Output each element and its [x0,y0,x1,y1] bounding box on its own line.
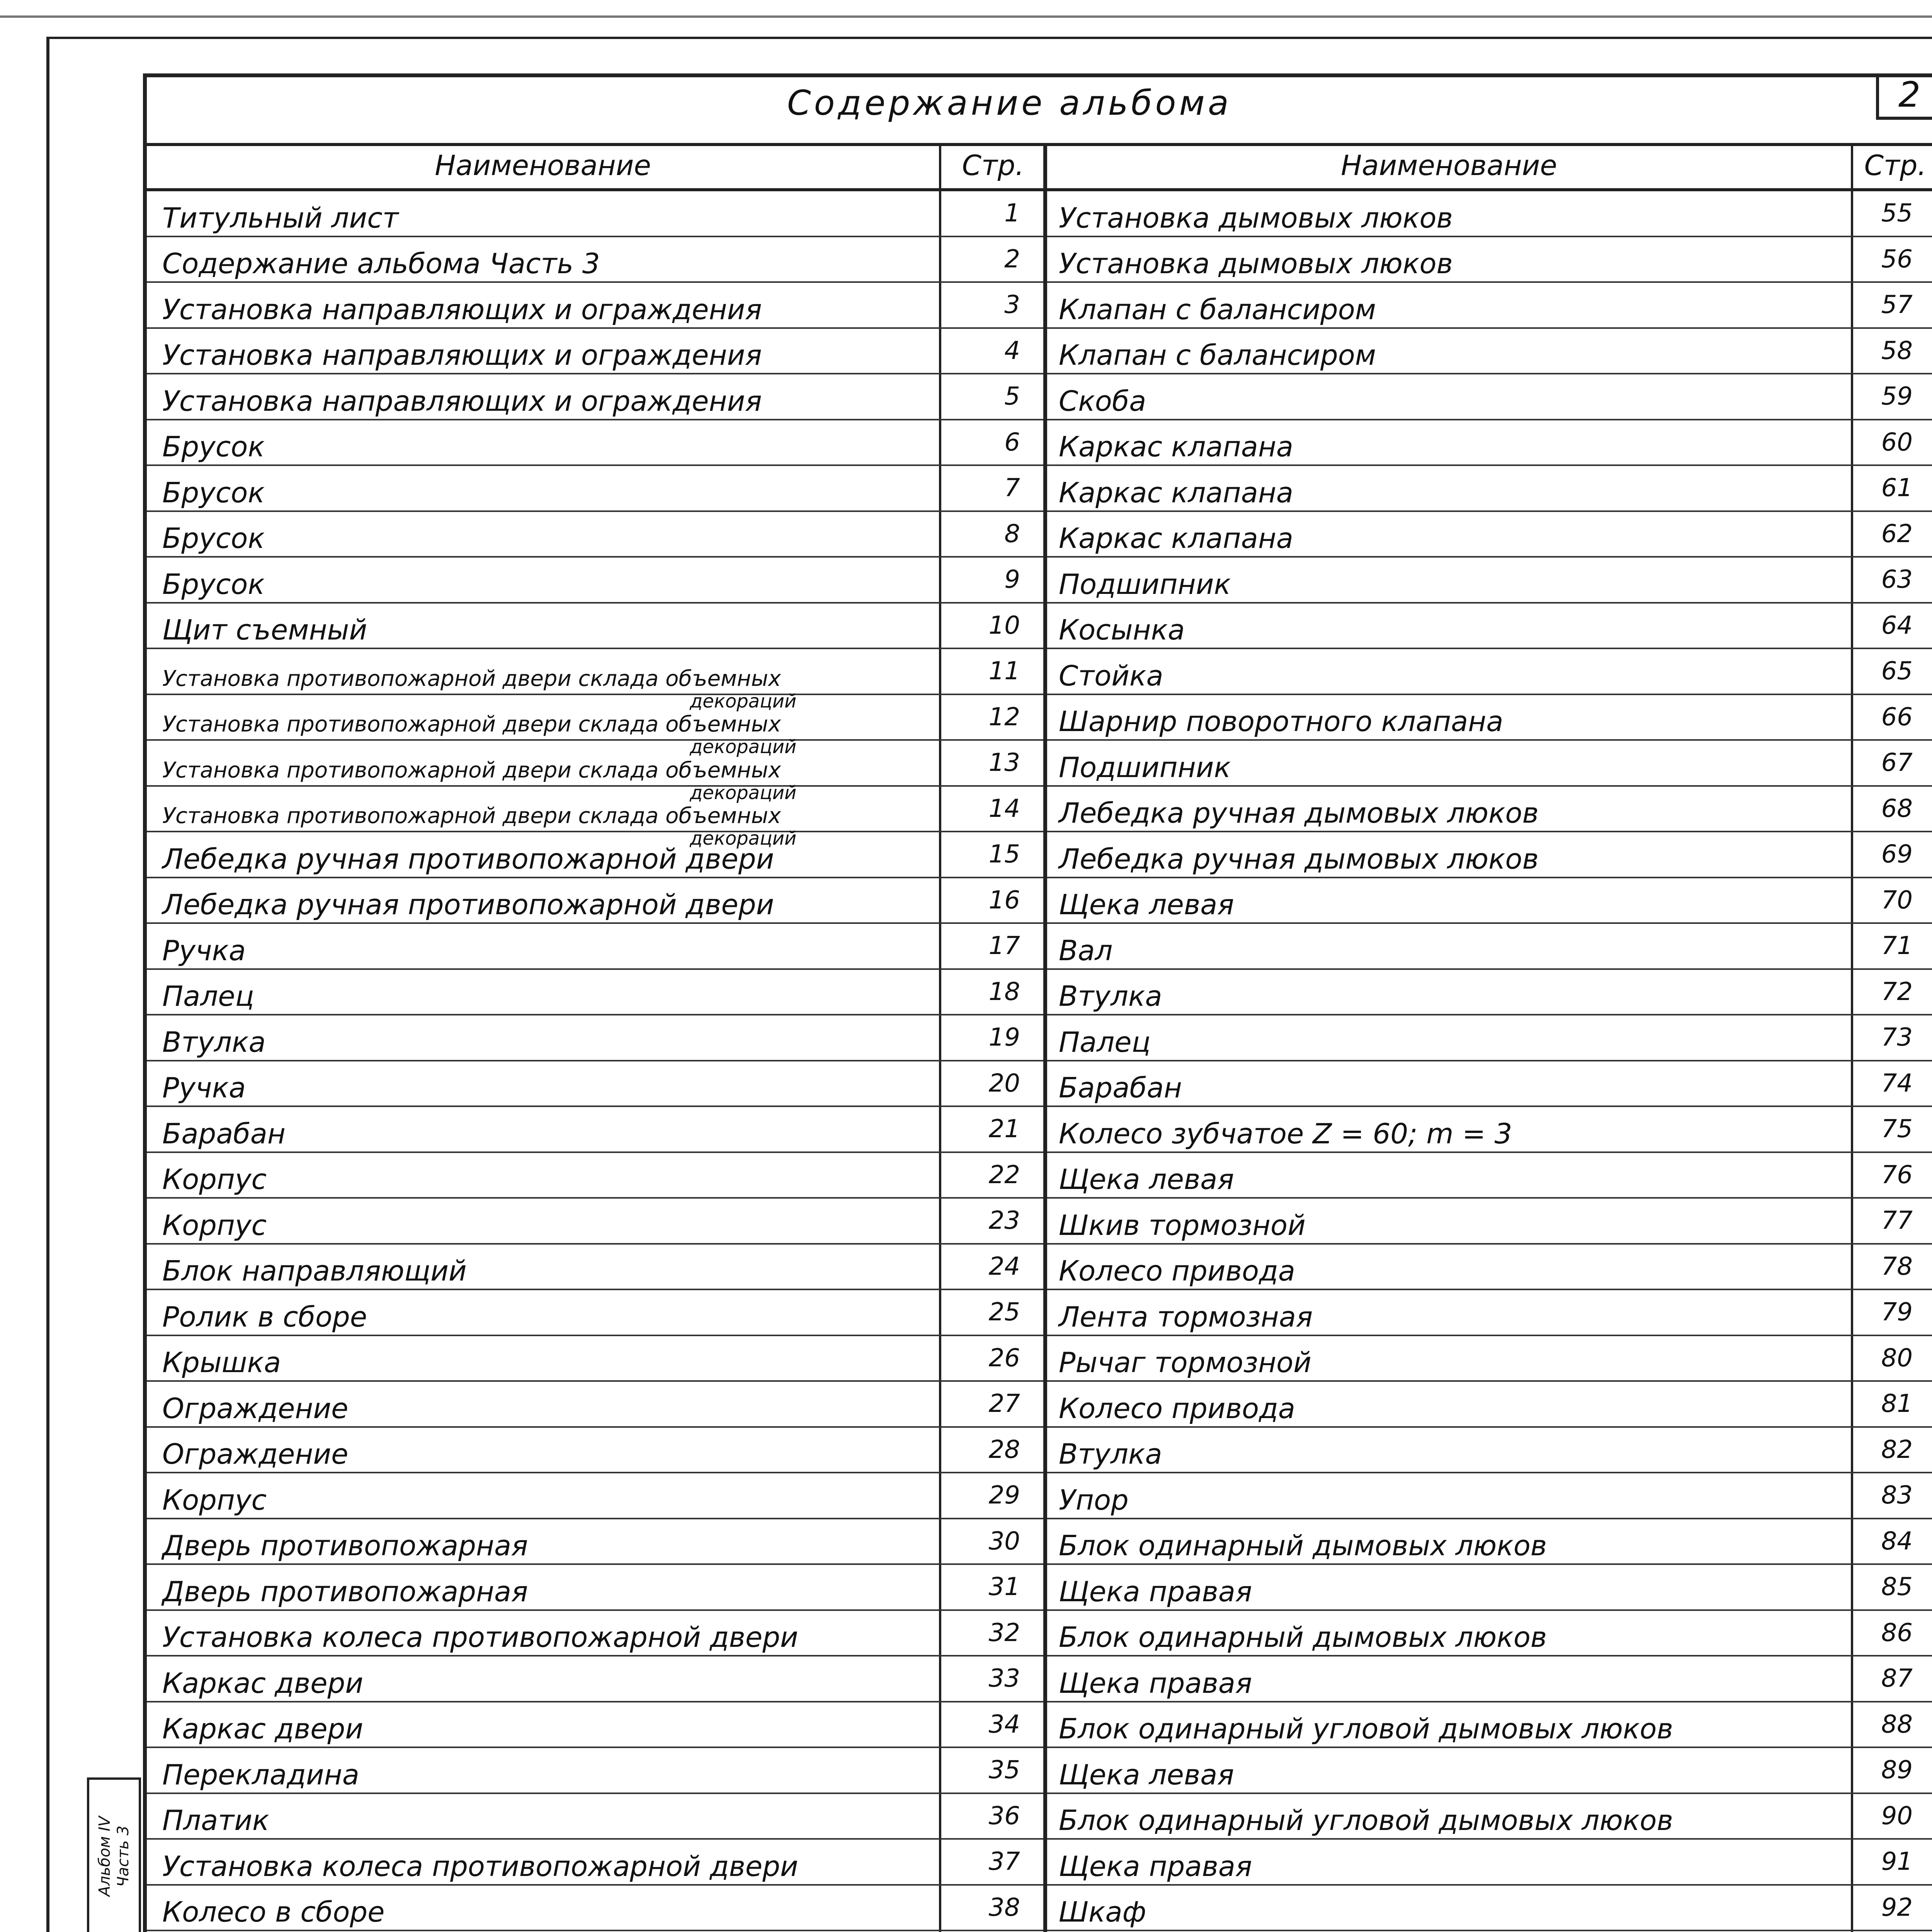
toc-row-page: 33 [988,1664,1020,1693]
toc-row-title: Щека левая [1059,1758,1234,1791]
toc-row [147,1702,1043,1748]
toc-row-page: 56 [1881,245,1913,274]
toc-row [1047,329,1932,375]
toc-right-rows [1047,191,1932,1932]
toc-row [147,1611,1043,1657]
toc-row [1047,1015,1932,1061]
toc-row-page: 59 [1881,382,1913,411]
toc-row-page: 29 [988,1481,1020,1510]
toc-row-title: Лента тормозная [1059,1300,1313,1333]
toc-row [147,1382,1043,1428]
toc-row-title: Платик [162,1804,269,1837]
toc-row [1047,420,1932,466]
toc-row-title: Колесо привода [1059,1392,1295,1425]
toc-row [147,741,1043,804]
toc-row-title: Щека правая [1059,1667,1252,1699]
toc-row-title: Подшипник [1059,751,1231,784]
toc-row [1047,695,1932,741]
toc-row-title: Щека правая [1059,1850,1252,1883]
toc-row-title: Установка противопожарной двери склада объемных декораций [162,757,797,804]
toc-row-title: Корпус [162,1483,267,1516]
toc-row-title: Скоба [1059,384,1146,417]
toc-row-page: 91 [1881,1847,1913,1876]
toc-row-page: 84 [1881,1527,1913,1556]
toc-row [147,512,1043,558]
toc-row [1047,466,1932,512]
toc-row-page: 4 [1004,336,1020,365]
toc-row [1047,1519,1932,1565]
toc-row [147,1748,1043,1794]
toc-row-title: Втулка [162,1026,266,1058]
toc-row-title: Установка противопожарной двери склада объемных декораций [162,666,797,712]
toc-row-title: Упор [1059,1483,1129,1516]
toc-row-title: Брусок [162,568,265,600]
toc-row-title: Палец [162,980,254,1012]
toc-row [1047,1886,1932,1932]
toc-row-title: Установка колеса противопожарной двери [162,1850,798,1883]
toc-row-title: Блок направляющий [162,1255,467,1287]
toc-row-page: 23 [988,1206,1020,1235]
toc-row [147,329,1043,375]
toc-row-page: 81 [1881,1389,1913,1418]
toc-row-page: 66 [1881,702,1913,731]
toc-row [1047,1748,1932,1794]
toc-row-page: 9 [1004,565,1020,594]
toc-row-page: 13 [988,748,1020,777]
toc-row [1047,1611,1932,1657]
toc-row-title: Каркас клапана [1059,476,1294,509]
toc-row [1047,924,1932,970]
toc-row [147,1656,1043,1702]
toc-row-title: Щека левая [1059,1163,1234,1196]
toc-row-title: Дверь противопожарная [162,1575,528,1608]
toc-row [1047,374,1932,420]
toc-row-page: 22 [988,1160,1020,1189]
toc-row-page: 68 [1881,794,1913,823]
header-name: Наименование [1341,149,1557,182]
toc-row-title: Вал [1059,934,1113,967]
header-name: Наименование [435,149,651,182]
toc-row-page: 30 [988,1527,1020,1556]
toc-row-title: Установка дымовых люков [1059,247,1453,280]
toc-row-title: Лебедка ручная противопожарной двери [162,842,774,875]
toc-row-page: 79 [1881,1298,1913,1327]
toc-row-page: 92 [1881,1893,1913,1922]
toc-row [1047,1565,1932,1611]
toc-row-title: Блок одинарный угловой дымовых люков [1059,1713,1673,1745]
toc-row [1047,832,1932,878]
toc-row [147,420,1043,466]
toc-row-title: Колесо привода [1059,1255,1295,1287]
toc-row-page: 19 [988,1023,1020,1052]
toc-row-title: Перекладина [162,1758,359,1791]
toc-row-title: Блок одинарный дымовых люков [1059,1529,1547,1562]
toc-row-title: Титульный лист [162,201,399,234]
toc-row-title: Установка направляющих и ограждения [162,384,762,417]
toc-row-title: Ручка [162,934,246,967]
toc-row [1047,1702,1932,1748]
toc-row-page: 90 [1881,1801,1913,1830]
toc-row [1047,1336,1932,1382]
toc-row [1047,1473,1932,1519]
album-title: Содержание альбома [787,83,1232,123]
toc-row-title: Колесо в сборе [162,1896,385,1928]
toc-row [147,1886,1043,1932]
toc-row-title: Установка направляющих и ограждения [162,339,762,371]
toc-row-subtitle: декораций [690,736,797,758]
toc-right-column [1047,143,1932,1932]
toc-row [147,832,1043,878]
toc-row [147,1519,1043,1565]
toc-row-page: 28 [988,1435,1020,1464]
toc-row-page: 61 [1881,474,1913,502]
header-page: Стр. [962,149,1024,182]
toc-row-title: Каркас клапана [1059,522,1294,554]
toc-row-page: 78 [1881,1252,1913,1281]
stamp-album: Альбом IV Часть 3 [89,1780,139,1932]
toc-row-page: 36 [988,1801,1020,1830]
toc-row-title: Втулка [1059,1438,1162,1470]
toc-row [1047,1245,1932,1291]
toc-row [147,1153,1043,1199]
toc-row [1047,741,1932,787]
toc-row [147,1473,1043,1519]
toc-header [147,143,1043,191]
toc-left-rows [147,191,1043,1932]
toc-row-page: 6 [1004,428,1020,457]
toc-header [1047,143,1932,191]
sheet-number: 2 [1876,73,1932,120]
toc-row-title: Клапан с балансиром [1059,339,1376,371]
column-divider [1043,143,1047,1932]
side-stamp [87,1777,141,1932]
toc-row-page: 85 [1881,1573,1913,1601]
toc-row-page: 18 [988,977,1020,1006]
toc-row-title: Установка дымовых люков [1059,201,1453,234]
toc-row-page: 63 [1881,565,1913,594]
toc-row [147,374,1043,420]
toc-row-title: Лебедка ручная противопожарной двери [162,888,774,921]
toc-row-page: 64 [1881,611,1913,640]
toc-row-page: 2 [1004,245,1020,274]
toc-row-page: 67 [1881,748,1913,777]
toc-row [1047,1840,1932,1886]
toc-row-page: 35 [988,1756,1020,1784]
toc-row-subtitle: декораций [690,690,797,712]
toc-row [147,1428,1043,1474]
toc-row-title: Ограждение [162,1392,349,1425]
toc-row-title: Установка направляющих и ограждения [162,293,762,326]
toc-row-title: Каркас клапана [1059,430,1294,463]
toc-row-page: 60 [1881,428,1913,457]
toc-row [147,649,1043,712]
toc-row-page: 77 [1881,1206,1913,1235]
toc-row [147,924,1043,970]
toc-row-title: Барабан [1059,1071,1182,1104]
toc-row-page: 73 [1881,1023,1913,1052]
toc-row [147,1840,1043,1886]
toc-row-title: Щека левая [1059,888,1234,921]
toc-row-page: 74 [1881,1069,1913,1098]
toc-row [147,1794,1043,1840]
toc-row-title: Барабан [162,1117,286,1150]
toc-row [147,1107,1043,1153]
toc-row-subtitle: декораций [690,828,797,849]
toc-row [147,1015,1043,1061]
toc-row-page: 55 [1881,199,1913,228]
toc-left-column [147,143,1043,1932]
toc-row [1047,787,1932,833]
toc-row-page: 58 [1881,336,1913,365]
toc-row [1047,1199,1932,1245]
toc-row [1047,283,1932,329]
toc-row-title: Ручка [162,1071,246,1104]
toc-row-title: Палец [1059,1026,1151,1058]
toc-row [147,1245,1043,1291]
toc-row-title: Лебедка ручная дымовых люков [1059,842,1539,875]
toc-row-title: Каркас двери [162,1713,364,1745]
toc-row-title: Шкаф [1059,1896,1146,1928]
toc-row-page: 17 [988,932,1020,960]
toc-row [1047,1382,1932,1428]
toc-row-title: Щека правая [1059,1575,1252,1608]
toc-row-page: 31 [988,1573,1020,1601]
toc-row-page: 20 [988,1069,1020,1098]
toc-row-page: 80 [1881,1344,1913,1372]
toc-row [147,604,1043,650]
toc-row-page: 27 [988,1389,1020,1418]
toc-row-page: 83 [1881,1481,1913,1510]
toc-row [147,1565,1043,1611]
toc-row-page: 34 [988,1710,1020,1739]
toc-row-page: 11 [988,657,1020,685]
toc-row [147,237,1043,283]
toc-row-title: Содержание альбома Часть 3 [162,247,600,280]
toc-row-title: Брусок [162,430,265,463]
toc-row [1047,237,1932,283]
toc-row [1047,1656,1932,1702]
toc-row-title: Косынка [1059,614,1185,646]
toc-row-page: 1 [1004,199,1020,228]
toc-row [1047,604,1932,650]
toc-row [1047,970,1932,1016]
toc-row [147,1061,1043,1107]
toc-row [147,558,1043,604]
toc-row-title: Шкив тормозной [1059,1209,1306,1242]
toc-row-page: 65 [1881,657,1913,685]
toc-row-subtitle: декораций [690,782,797,804]
toc-row-page: 15 [988,840,1020,869]
toc-row-title: Установка противопожарной двери склада объемных декораций [162,712,797,758]
toc-row-page: 69 [1881,840,1913,869]
toc-row-title: Установка колеса противопожарной двери [162,1621,798,1653]
toc-row-page: 21 [988,1115,1020,1143]
toc-row [147,1336,1043,1382]
toc-row-title: Втулка [1059,980,1162,1012]
toc-row-page: 8 [1004,519,1020,548]
toc-row [1047,878,1932,924]
toc-row-page: 10 [988,611,1020,640]
toc-row-title: Блок одинарный угловой дымовых люков [1059,1804,1673,1837]
toc-row-page: 7 [1004,474,1020,502]
toc-row-page: 38 [988,1893,1020,1922]
toc-row-page: 82 [1881,1435,1913,1464]
toc-row-title: Брусок [162,522,265,554]
toc-row [147,970,1043,1016]
toc-row [1047,1794,1932,1840]
toc-row-title: Установка противопожарной двери склада объемных декораций [162,803,797,849]
toc-row-page: 86 [1881,1618,1913,1647]
toc-row-title: Клапан с балансиром [1059,293,1376,326]
header-page: Стр. [1864,149,1927,182]
toc-row-page: 75 [1881,1115,1913,1143]
toc-row-title: Дверь противопожарная [162,1529,528,1562]
toc-row-page: 16 [988,886,1020,915]
toc-row-page: 70 [1881,886,1913,915]
toc-row-page: 32 [988,1618,1020,1647]
toc-row-page: 87 [1881,1664,1913,1693]
toc-row-title: Брусок [162,476,265,509]
toc-row-title: Колесо зубчатое Z = 60; m = 3 [1059,1117,1512,1150]
toc-row-title: Лебедка ручная дымовых люков [1059,797,1539,829]
toc-row [147,466,1043,512]
toc-row-title: Ролик в сборе [162,1300,367,1333]
toc-row-page: 12 [988,702,1020,731]
toc-row-page: 5 [1004,382,1020,411]
toc-row-title: Корпус [162,1209,267,1242]
toc-row-page: 57 [1881,291,1913,319]
toc-row-title: Стойка [1059,659,1163,692]
toc-row [1047,1061,1932,1107]
toc-row [1047,649,1932,695]
toc-row [1047,512,1932,558]
toc-row-page: 62 [1881,519,1913,548]
toc-row-page: 76 [1881,1160,1913,1189]
toc-row [147,1199,1043,1245]
toc-row-page: 88 [1881,1710,1913,1739]
toc-row-page: 24 [988,1252,1020,1281]
toc-row-page: 3 [1004,291,1020,319]
toc-row-title: Подшипник [1059,568,1231,600]
toc-row [147,878,1043,924]
toc-row [1047,1290,1932,1336]
toc-row-title: Щит съемный [162,614,367,646]
toc-row [147,695,1043,758]
toc-row [147,787,1043,849]
toc-row-page: 72 [1881,977,1913,1006]
scan-edge [0,0,1932,18]
toc-row-page: 14 [988,794,1020,823]
toc-row-title: Ограждение [162,1438,349,1470]
toc-row [1047,1428,1932,1474]
toc-row-page: 26 [988,1344,1020,1372]
toc-row [1047,191,1932,237]
toc-row [147,1290,1043,1336]
toc-row-page: 25 [988,1298,1020,1327]
toc-row-title: Рычаг тормозной [1059,1346,1311,1379]
toc-row [1047,1153,1932,1199]
toc-row-title: Блок одинарный дымовых люков [1059,1621,1547,1653]
toc-row [147,283,1043,329]
toc-row [147,191,1043,237]
toc-row-title: Каркас двери [162,1667,364,1699]
toc-row-page: 71 [1881,932,1913,960]
toc-row [1047,1107,1932,1153]
toc-row-title: Крышка [162,1346,281,1379]
toc-row-title: Шарнир поворотного клапана [1059,705,1503,738]
toc-row [1047,558,1932,604]
toc-row-page: 37 [988,1847,1020,1876]
toc-row-page: 89 [1881,1756,1913,1784]
toc-row-title: Корпус [162,1163,267,1196]
